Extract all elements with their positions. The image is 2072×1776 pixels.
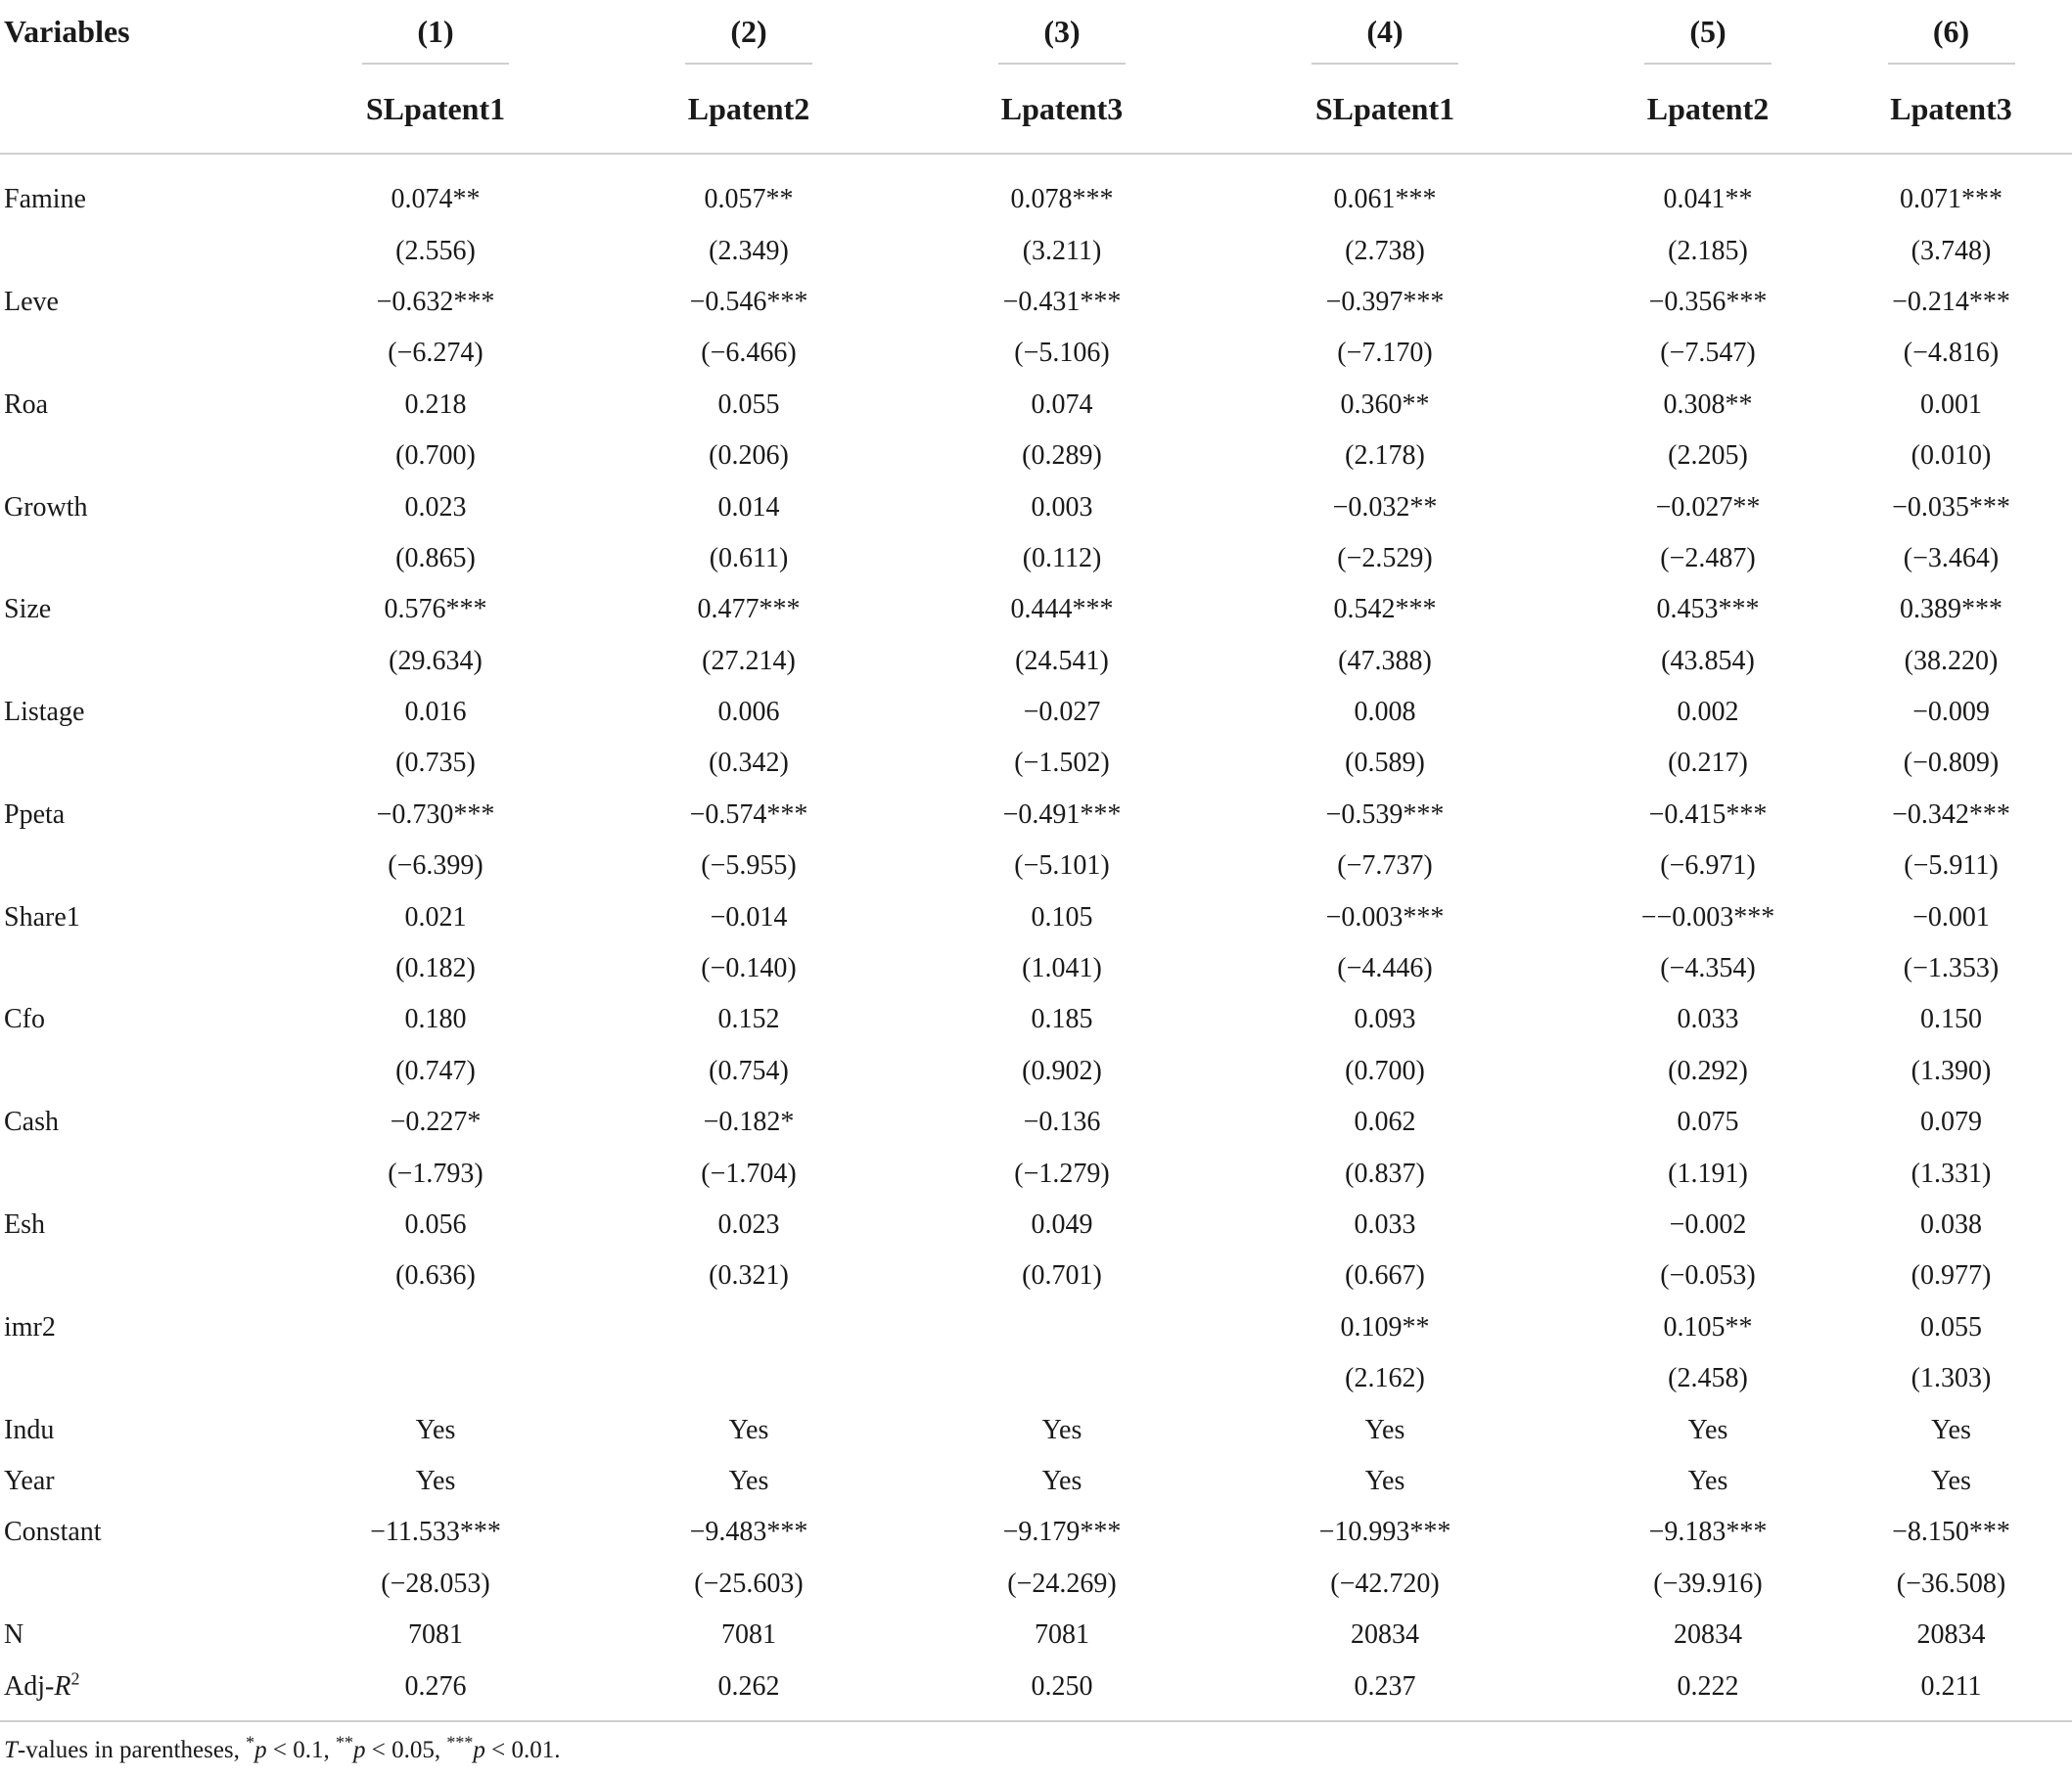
row-label: N [4, 1619, 24, 1651]
table-cell: −0.003*** [1325, 901, 1445, 933]
table-row [0, 431, 2072, 481]
row-label [0, 636, 313, 687]
table-cell: 0.074 [1031, 388, 1093, 420]
table-row [0, 1610, 2072, 1661]
table-cell: (0.700) [1345, 1055, 1425, 1086]
row-label [0, 943, 313, 994]
table-row [0, 1507, 2072, 1558]
row-label [0, 328, 313, 379]
table-cell: (−6.399) [388, 850, 483, 882]
row-label [0, 533, 313, 584]
table-cell: −10.993*** [1318, 1517, 1451, 1548]
dependent-blank [0, 65, 313, 154]
table-cell: 0.074** [391, 184, 481, 215]
table-cell: (−5.955) [701, 850, 797, 882]
table-cell: (47.388) [1338, 645, 1432, 676]
row-label [0, 1148, 313, 1199]
table-cell: (0.292) [1668, 1055, 1748, 1086]
table-cell [313, 1302, 558, 1353]
table-cell: 0.093 [1354, 1004, 1416, 1035]
table-cell: (−0.809) [1903, 748, 2000, 779]
table-cell: (1.331) [1911, 1158, 1992, 1189]
row-label [0, 738, 313, 789]
table-cell: 0.038 [1920, 1209, 1982, 1240]
table-cell [940, 1353, 1184, 1404]
table-cell: (0.837) [1345, 1158, 1425, 1189]
table-cell: 0.057** [704, 184, 794, 215]
table-cell: (2.162) [1345, 1363, 1425, 1394]
table-cell: −0.027 [1023, 697, 1101, 728]
table-row [0, 1302, 2072, 1353]
table-row [0, 584, 2072, 635]
table-cell: (−6.274) [388, 338, 483, 369]
row-label [0, 431, 313, 481]
table-cell: 0.023 [404, 491, 467, 523]
table-cell: (−28.053) [381, 1568, 490, 1599]
table-row [0, 1456, 2072, 1507]
row-label [0, 1559, 313, 1610]
table-row [0, 1046, 2072, 1097]
table-row [0, 1353, 2072, 1404]
row-label [0, 225, 313, 276]
model-number: (5) [1689, 13, 1727, 49]
table-cell: 0.477*** [697, 594, 801, 625]
table-cell: (1.191) [1668, 1158, 1748, 1189]
table-row [0, 481, 2072, 532]
table-cell: −0.632*** [376, 286, 495, 317]
table-cell: 0.237 [1184, 1661, 1586, 1720]
table-cell: 0.150 [1920, 1004, 1982, 1035]
table-cell: 0.002 [1677, 697, 1739, 728]
table-cell [940, 1302, 1184, 1353]
table-cell: (2.458) [1668, 1363, 1748, 1394]
table-cell: (−5.911) [1904, 850, 1999, 882]
table-cell: (−1.353) [1903, 953, 2000, 984]
table-cell: (−7.737) [1337, 850, 1433, 882]
row-label: Year [4, 1465, 55, 1496]
table-cell: 0.576*** [384, 594, 487, 625]
table-cell: 0.105** [1663, 1311, 1753, 1343]
table-cell: (0.611) [709, 542, 789, 573]
footnote-threshold-1: < 0.1, [266, 1737, 337, 1763]
table-cell: (0.589) [1345, 748, 1425, 779]
table-row [0, 943, 2072, 994]
table-cell: (−39.916) [1653, 1568, 1763, 1599]
table-row [0, 841, 2072, 891]
table-cell: 0.444*** [1010, 594, 1114, 625]
table-cell: Yes [1364, 1414, 1405, 1445]
table-cell: 0.061*** [1333, 184, 1437, 215]
table-cell: −9.179*** [1002, 1517, 1122, 1548]
table-cell: (−4.354) [1660, 953, 1756, 984]
table-cell: −0.356*** [1648, 286, 1768, 317]
table-row [0, 636, 2072, 687]
table-cell: 0.071*** [1900, 184, 2003, 215]
adj-label-var: R [54, 1670, 71, 1702]
table-cell: 0.453*** [1656, 594, 1760, 625]
row-label: Constant [4, 1517, 102, 1548]
row-label: Leve [4, 286, 59, 317]
table-cell: (−6.971) [1660, 850, 1756, 882]
table-cell: −0.574*** [689, 798, 808, 830]
table-cell: 0.180 [404, 1004, 467, 1035]
table-cell: Yes [415, 1465, 456, 1496]
adj-r2-row [0, 1661, 2072, 1720]
table-cell: (2.349) [709, 235, 789, 266]
table-cell: 0.062 [1354, 1107, 1416, 1138]
table-cell: (0.754) [709, 1055, 789, 1086]
row-label: Listage [4, 697, 85, 728]
table-cell: 0.079 [1920, 1107, 1982, 1138]
table-cell: Yes [1931, 1414, 1971, 1445]
row-label: Cfo [4, 1004, 45, 1035]
table-cell: 7081 [408, 1619, 463, 1651]
table-cell: (−7.547) [1660, 338, 1756, 369]
table-cell: 0.308** [1663, 388, 1753, 420]
table-row [0, 1559, 2072, 1610]
table-cell: −0.001 [1912, 901, 1990, 933]
table-cell: −0.730*** [376, 798, 495, 830]
table-cell: (24.541) [1015, 645, 1109, 676]
footnote-p-var: p [473, 1737, 485, 1763]
table-cell: −0.136 [1023, 1107, 1101, 1138]
row-label: Indu [4, 1414, 55, 1445]
table-cell: −0.227* [390, 1107, 482, 1138]
table-cell: (29.634) [389, 645, 483, 676]
model-number: (1) [417, 13, 454, 49]
table-cell: −0.546*** [689, 286, 808, 317]
row-label [0, 841, 313, 891]
table-row [0, 687, 2072, 738]
table-row [0, 1148, 2072, 1199]
adj-label-base: Adj- [4, 1670, 55, 1702]
table-row [0, 380, 2072, 431]
table-cell: 0.262 [558, 1661, 940, 1720]
table-cell: 0.218 [404, 388, 467, 420]
table-cell: 0.185 [1031, 1004, 1093, 1035]
dependent-variable: Lpatent3 [940, 65, 1184, 154]
table-cell: Yes [1364, 1465, 1405, 1496]
table-cell: −8.150*** [1892, 1517, 2010, 1548]
table-cell: (2.205) [1668, 440, 1748, 472]
dependent-variable: Lpatent3 [1830, 65, 2072, 154]
table-cell: (−36.508) [1896, 1568, 2006, 1599]
table-row [0, 277, 2072, 328]
footnote-threshold-2: < 0.05, [365, 1737, 447, 1763]
table-cell: (0.010) [1911, 440, 1992, 472]
table-cell: (3.748) [1911, 235, 1992, 266]
table-cell: (0.700) [395, 440, 476, 472]
table-cell: (2.178) [1345, 440, 1425, 472]
table-cell: (2.185) [1668, 235, 1748, 266]
table-row [0, 1200, 2072, 1251]
table-cell [558, 1353, 940, 1404]
table-cell: Yes [728, 1414, 769, 1445]
table-cell: 0.542*** [1333, 594, 1437, 625]
row-label: Esh [4, 1209, 45, 1240]
table-cell: −0.397*** [1325, 286, 1445, 317]
footnote-p-var: p [254, 1737, 267, 1763]
table-cell: (0.747) [395, 1055, 476, 1086]
table-cell: (−5.101) [1014, 850, 1110, 882]
table-cell: (0.321) [709, 1260, 789, 1292]
table-cell: 0.008 [1354, 697, 1416, 728]
table-cell: −−0.003*** [1640, 901, 1775, 933]
table-cell: (−5.106) [1014, 338, 1110, 369]
table-cell: (2.738) [1345, 235, 1425, 266]
table-cell: −0.415*** [1648, 798, 1768, 830]
table-cell: (0.289) [1022, 440, 1102, 472]
table-cell: (38.220) [1904, 645, 1999, 676]
table-cell: 0.055 [1920, 1311, 1982, 1343]
table-cell: 0.276 [313, 1661, 558, 1720]
table-cell: (2.556) [395, 235, 476, 266]
table-cell: Yes [728, 1465, 769, 1496]
table-cell: 0.049 [1031, 1209, 1093, 1240]
model-number: (4) [1366, 13, 1404, 49]
model-number: (6) [1932, 13, 1970, 49]
model-number: (3) [1043, 13, 1081, 49]
table-cell: (−1.704) [701, 1158, 797, 1189]
table-cell: 0.078*** [1010, 184, 1114, 215]
table-cell: −0.491*** [1002, 798, 1122, 830]
table-cell: (−1.793) [388, 1158, 483, 1189]
table-cell: −0.214*** [1892, 286, 2010, 317]
table-cell: 20834 [1351, 1619, 1419, 1651]
dependent-variable: Lpatent2 [558, 65, 940, 154]
table-cell: 0.033 [1354, 1209, 1416, 1240]
table-cell: (0.182) [395, 953, 476, 984]
table-cell: (−7.170) [1337, 338, 1433, 369]
table-footnote [4, 1732, 561, 1764]
row-label [0, 1251, 313, 1301]
table-cell [558, 1302, 940, 1353]
table-cell: 7081 [1035, 1619, 1089, 1651]
table-cell: (1.390) [1911, 1055, 1992, 1086]
table-cell: (−3.464) [1903, 542, 2000, 573]
table-cell: Yes [1931, 1465, 1971, 1496]
table-cell: 0.360** [1340, 388, 1430, 420]
dependent-variable-row [0, 65, 2072, 154]
table-cell: (0.112) [1022, 542, 1102, 573]
table-cell: 0.021 [404, 901, 467, 933]
table-row [0, 1251, 2072, 1301]
table-cell: (0.206) [709, 440, 789, 472]
table-cell: (−1.502) [1014, 748, 1110, 779]
row-label [0, 1353, 313, 1404]
row-label: Cash [4, 1107, 59, 1138]
footnote-t-var: T [4, 1737, 18, 1763]
model-number-row [0, 0, 2072, 63]
dependent-variable: SLpatent1 [1184, 65, 1586, 154]
table-cell: 0.023 [717, 1209, 780, 1240]
table-cell: −0.035*** [1892, 491, 2010, 523]
table-cell: Yes [415, 1414, 456, 1445]
footnote-lead: -values in parentheses, [17, 1737, 247, 1763]
row-label [0, 1661, 313, 1720]
table-cell: 0.016 [404, 697, 467, 728]
table-cell: −0.342*** [1892, 798, 2010, 830]
table-row [0, 790, 2072, 841]
table-cell: (−2.487) [1660, 542, 1756, 573]
table-body [0, 154, 2072, 1721]
table-cell: (−0.140) [701, 953, 797, 984]
table-cell: 0.014 [717, 491, 780, 523]
table-cell: −0.027** [1655, 491, 1761, 523]
row-label: Roa [4, 388, 49, 420]
table-cell: 0.105 [1031, 901, 1093, 933]
row-label: Famine [4, 184, 86, 215]
footnote-threshold-3: < 0.01. [484, 1737, 561, 1763]
table-cell: 0.041** [1663, 184, 1753, 215]
table-cell: 0.222 [1586, 1661, 1830, 1720]
table-cell: 0.250 [940, 1661, 1184, 1720]
row-label: Share1 [4, 901, 80, 933]
table-cell: (0.977) [1911, 1260, 1992, 1292]
table-row [0, 533, 2072, 584]
footnote-stars-3: *** [446, 1732, 474, 1753]
table-cell: −0.002 [1669, 1209, 1747, 1240]
dependent-variable: Lpatent2 [1586, 65, 1830, 154]
table-cell: −11.533*** [370, 1517, 501, 1548]
table-row [0, 1404, 2072, 1455]
table-cell: (1.303) [1911, 1363, 1992, 1394]
table-cell: Yes [1687, 1414, 1728, 1445]
table-cell: −0.032** [1332, 491, 1438, 523]
table-cell: −0.014 [710, 901, 788, 933]
table-cell: 20834 [1916, 1619, 1986, 1651]
table-cell: (0.667) [1345, 1260, 1425, 1292]
dependent-variable: SLpatent1 [313, 65, 558, 154]
table-cell: 0.033 [1677, 1004, 1739, 1035]
table-cell: (0.735) [395, 748, 476, 779]
table-cell: −0.182* [703, 1107, 795, 1138]
footnote-p-var: p [353, 1737, 366, 1763]
table-cell: (−4.446) [1337, 953, 1433, 984]
table-cell: (−0.053) [1660, 1260, 1756, 1292]
table-cell: Yes [1041, 1414, 1082, 1445]
table-cell: 0.006 [717, 697, 780, 728]
adj-label-sup: 2 [70, 1668, 80, 1689]
table-cell: (1.041) [1022, 953, 1102, 984]
table-cell: 0.075 [1677, 1107, 1739, 1138]
table-cell: 0.003 [1031, 491, 1093, 523]
table-row [0, 225, 2072, 276]
table-cell: (27.214) [702, 645, 796, 676]
table-cell: −0.009 [1912, 697, 1990, 728]
row-label [0, 1046, 313, 1097]
table-cell: (0.865) [395, 542, 476, 573]
table-cell: 0.001 [1920, 388, 1982, 420]
table-cell: 0.056 [404, 1209, 467, 1240]
table-cell: (−4.816) [1903, 338, 2000, 369]
table-cell: (0.342) [709, 748, 789, 779]
table-cell: −9.483*** [689, 1517, 808, 1548]
table-cell: −0.539*** [1325, 798, 1445, 830]
model-number: (2) [730, 13, 767, 49]
table-cell: (0.636) [395, 1260, 476, 1292]
table-cell: Yes [1687, 1465, 1728, 1496]
table-cell: 20834 [1674, 1619, 1742, 1651]
table-cell: 0.109** [1340, 1311, 1430, 1343]
table-cell: (0.902) [1022, 1055, 1102, 1086]
table-cell: Yes [1041, 1465, 1082, 1496]
footnote-stars-1: * [246, 1732, 255, 1753]
table-row [0, 154, 2072, 225]
table-cell: (−25.603) [694, 1568, 804, 1599]
row-label: Ppeta [4, 798, 66, 830]
table-cell: −9.183*** [1648, 1517, 1768, 1548]
table-cell: (−42.720) [1330, 1568, 1440, 1599]
row-label: imr2 [4, 1311, 56, 1343]
table-cell: 0.055 [717, 388, 780, 420]
table-cell: 0.152 [717, 1004, 780, 1035]
table-cell: (−1.279) [1014, 1158, 1110, 1189]
table-cell: (0.217) [1668, 748, 1748, 779]
table-cell: (0.701) [1022, 1260, 1102, 1292]
table-cell: 0.211 [1830, 1661, 2072, 1720]
row-label: Size [4, 594, 52, 625]
table-cell [313, 1353, 558, 1404]
row-label: Growth [4, 491, 88, 523]
table-cell: (−2.529) [1337, 542, 1433, 573]
table-cell: −0.431*** [1002, 286, 1122, 317]
table-cell: 7081 [721, 1619, 776, 1651]
table-row [0, 994, 2072, 1045]
variables-header: Variables [4, 13, 130, 49]
table-row [0, 328, 2072, 379]
table-row [0, 738, 2072, 789]
table-cell: (3.211) [1022, 235, 1102, 266]
table-cell: (−6.466) [701, 338, 797, 369]
table-cell: (−24.269) [1007, 1568, 1117, 1599]
table-row [0, 891, 2072, 942]
table-cell: (43.854) [1661, 645, 1755, 676]
table-row [0, 1097, 2072, 1148]
table-cell: 0.389*** [1900, 594, 2003, 625]
footnote-stars-2: ** [336, 1732, 354, 1753]
